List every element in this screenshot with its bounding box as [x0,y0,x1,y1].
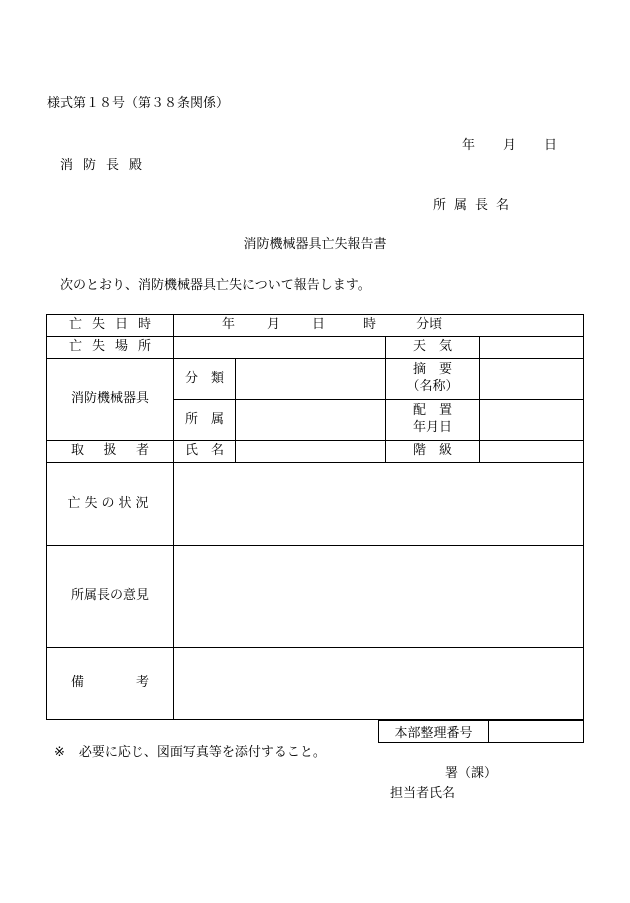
datetime-day-unit: 日 [312,317,326,333]
deploy-date-field[interactable] [480,400,584,441]
summary-label-cell [386,359,480,400]
form-number: 様式第１８号（第３８条関係） [47,96,230,111]
situation-label: 亡失の状況 [47,463,174,546]
reporter-name: 所属長名 [433,198,518,213]
rank-field[interactable] [480,441,584,463]
document-title: 消防機械器具亡失報告書 [243,237,387,252]
remarks-label: 備考 [47,648,174,720]
report-date [462,139,557,152]
summary-label: 摘 要 [412,362,452,378]
table-row [47,463,584,546]
summary-field[interactable] [480,359,584,400]
handler-label: 取扱者 [47,441,174,463]
name-label: （名称） [406,379,459,394]
datetime-minute-unit: 分頃 [416,317,443,333]
attachment-note [54,746,326,759]
note-mark: ※ [54,745,65,760]
full-name-field[interactable] [236,441,386,463]
situation-field[interactable] [174,463,584,546]
affiliation-label: 所 属 [174,400,236,441]
category-field[interactable] [236,359,386,400]
table-row [47,648,584,720]
loss-place-label: 亡失場所 [47,337,174,359]
note-text: 必要に応じ、図面写真等を添付すること。 [78,745,326,760]
station-label: 署（課） [445,766,498,781]
table-row [47,441,584,463]
intro-text: 次のとおり、消防機械器具亡失について報告します。 [60,278,371,293]
deploy-label-cell [386,400,480,441]
reference-number-label: 本部整理番号 [379,721,489,743]
loss-datetime-label: 亡失日時 [47,315,174,337]
date-day-label: 日 [544,138,558,153]
deploy-date-label: 年月日 [412,420,452,435]
weather-field[interactable] [480,337,584,359]
table-row [47,359,584,400]
report-form-table [46,314,584,720]
datetime-month-unit: 月 [267,317,281,333]
reference-number-table [378,720,584,743]
person-in-charge-label: 担当者氏名 [390,786,456,801]
category-label: 分 類 [174,359,236,400]
datetime-hour-unit: 時 [363,317,377,333]
full-name-label: 氏 名 [174,441,236,463]
affiliation-field[interactable] [236,400,386,441]
table-row [379,721,584,743]
deploy-label: 配 置 [412,403,452,419]
table-row [47,315,584,337]
loss-place-field[interactable] [174,337,386,359]
opinion-label: 所属長の意見 [47,546,174,648]
datetime-year-unit: 年 [222,317,236,333]
date-month-label: 月 [503,138,517,153]
table-row [47,546,584,648]
table-row [47,337,584,359]
equipment-label: 消防機械器具 [47,359,174,441]
remarks-field[interactable] [174,648,584,720]
reference-number-field[interactable] [489,721,584,743]
opinion-field[interactable] [174,546,584,648]
weather-label: 天 気 [386,337,480,359]
loss-datetime-field[interactable] [174,315,584,337]
date-year-label: 年 [462,138,476,153]
rank-label: 階 級 [386,441,480,463]
addressee: 消防長殿 [60,158,153,173]
